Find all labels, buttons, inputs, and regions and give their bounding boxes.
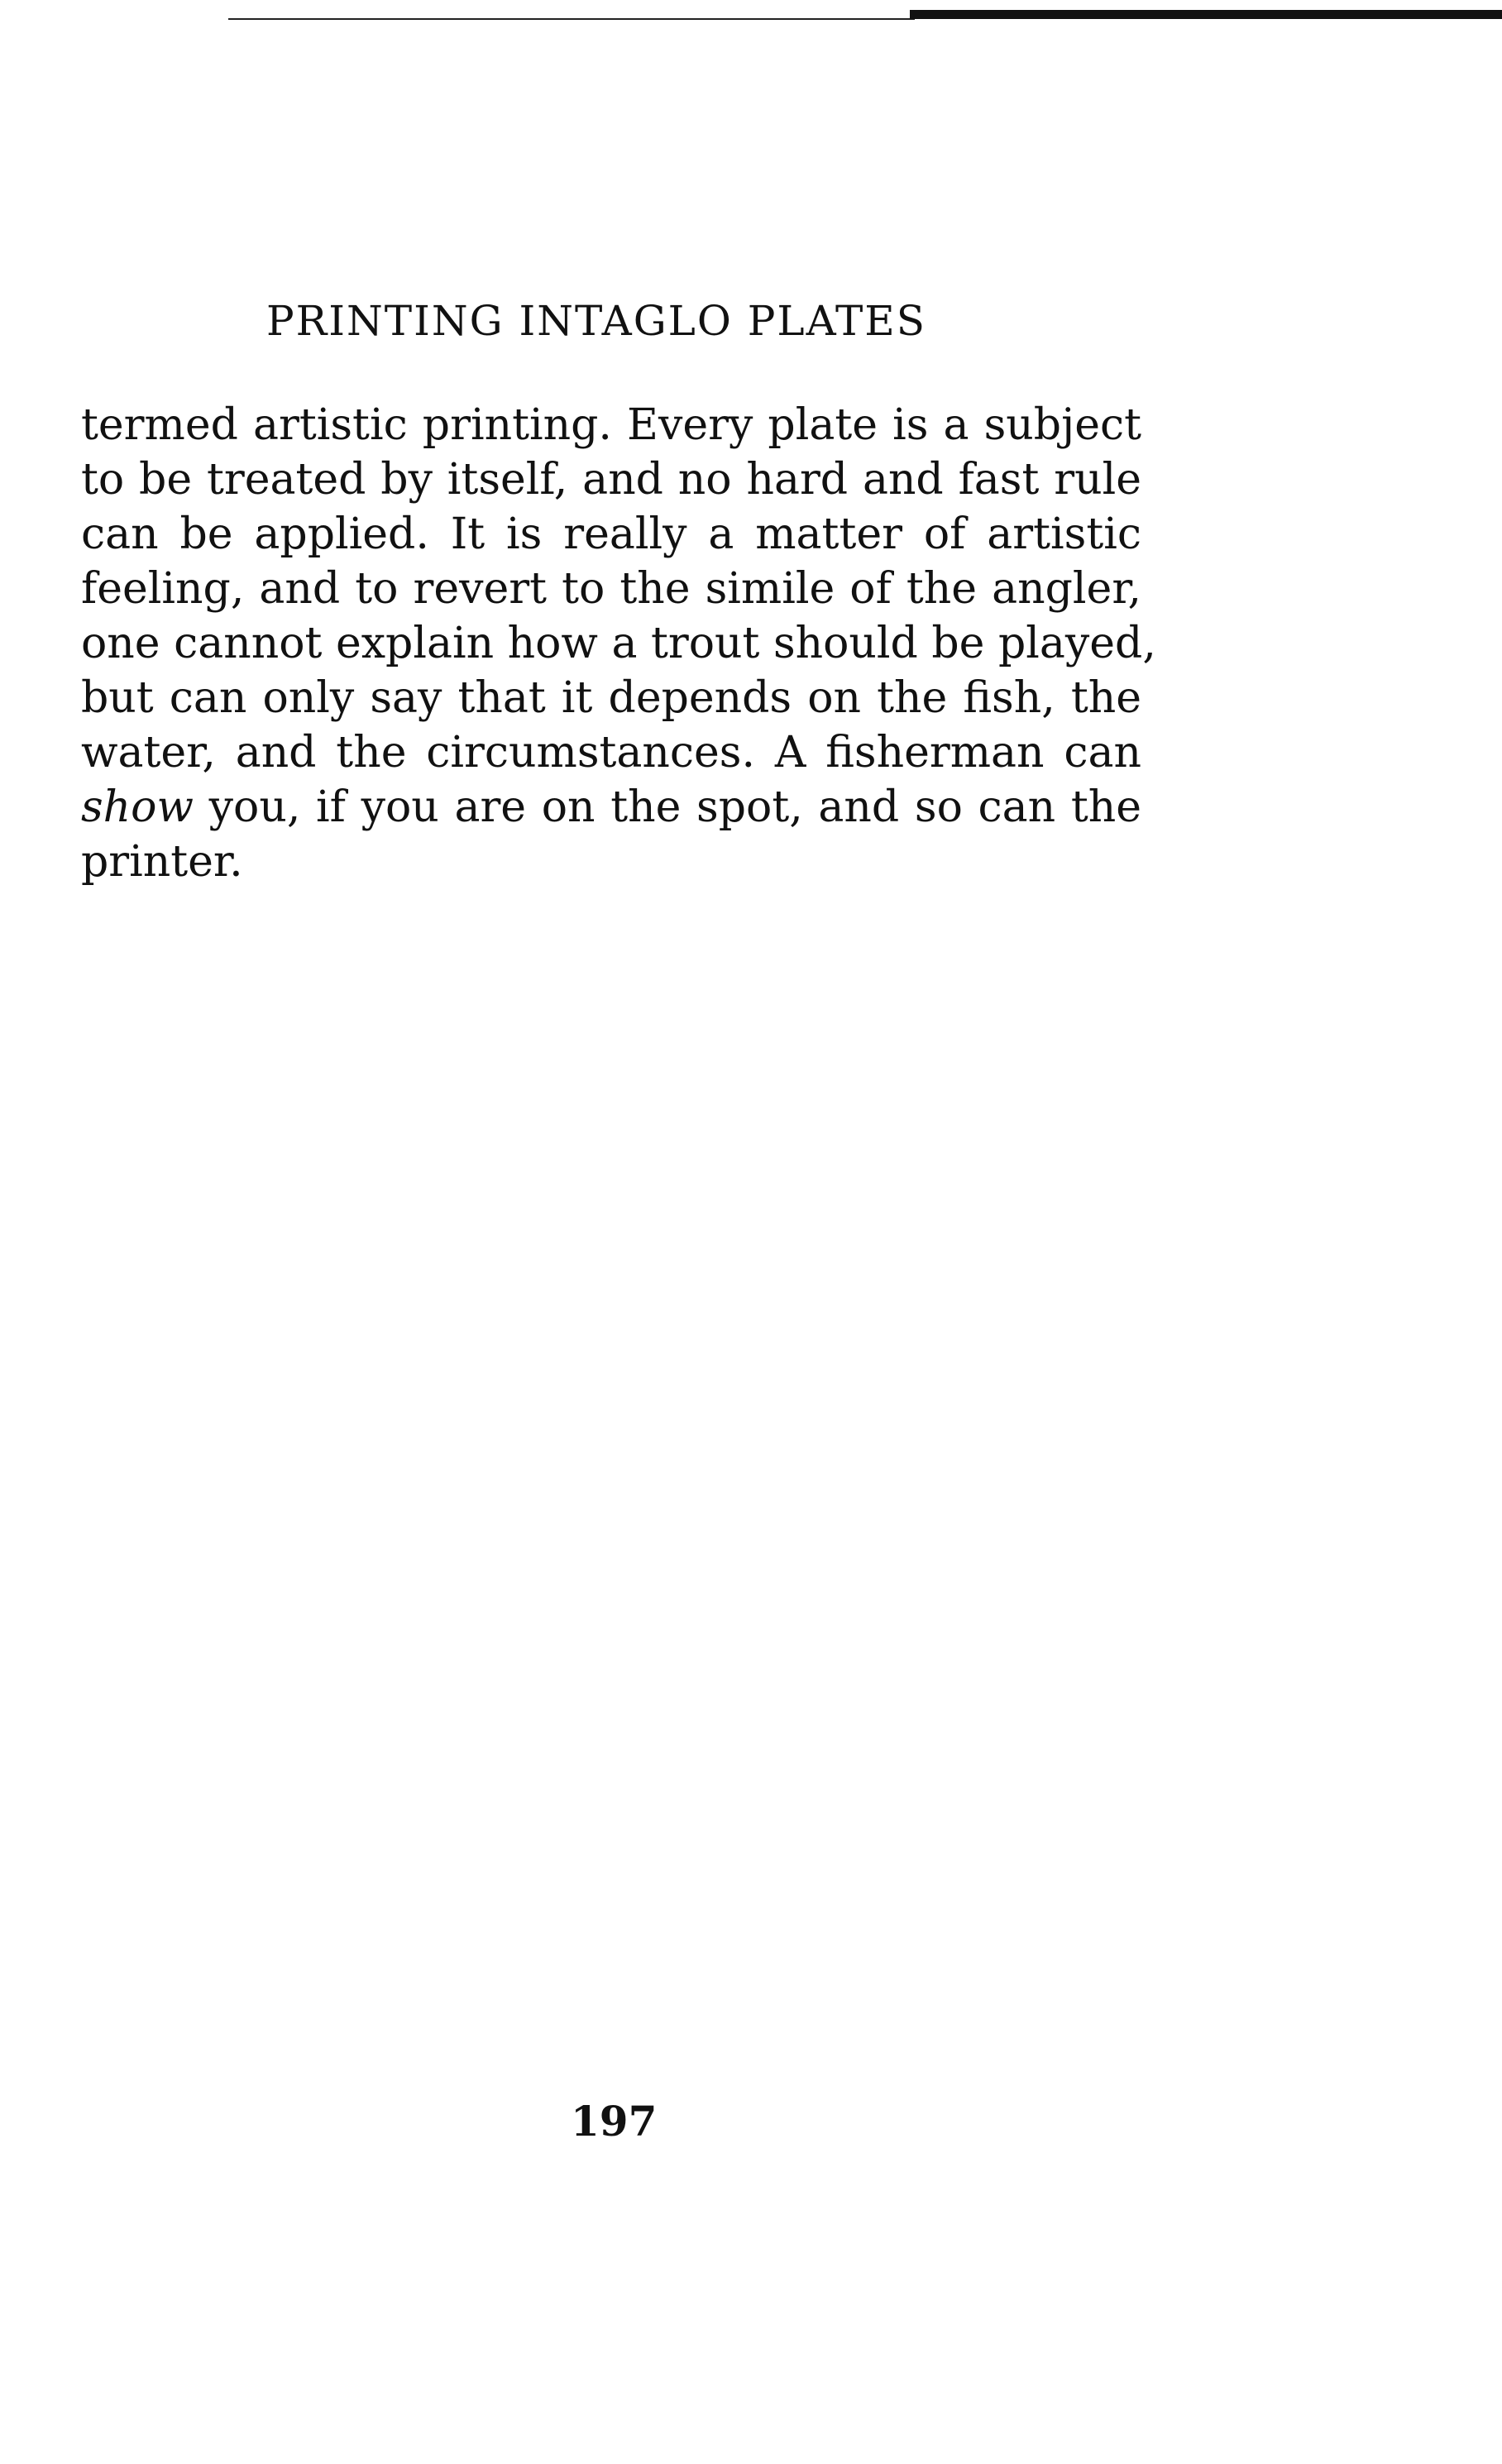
top-rule-thick <box>910 10 1502 19</box>
text-line: can be applied. It is really a matter of artistic <box>81 510 1141 559</box>
italic-emphasis: show <box>81 782 194 832</box>
text-line-rest: you, if you are on the spot, and so can the <box>194 782 1141 832</box>
text-line: but can only say that it depends on the fish, the <box>81 673 1141 723</box>
top-rule-thin <box>228 18 915 20</box>
text-line: to be treated by itself, and no hard and fast rule <box>81 455 1141 505</box>
running-head: PRINTING INTAGLO PLATES <box>266 297 927 345</box>
text-line: water, and the circumstances. A fisherman can <box>81 728 1141 777</box>
body-paragraph <box>81 398 1156 889</box>
text-line <box>81 780 1141 835</box>
text-line: termed artistic printing. Every plate is a subject <box>81 400 1141 450</box>
text-line: one cannot explain how a trout should be played, <box>81 619 1156 668</box>
page-number: 197 <box>571 2097 658 2146</box>
text-line: feeling, and to revert to the simile of the angler, <box>81 564 1141 614</box>
text-line: printer. <box>81 837 243 887</box>
